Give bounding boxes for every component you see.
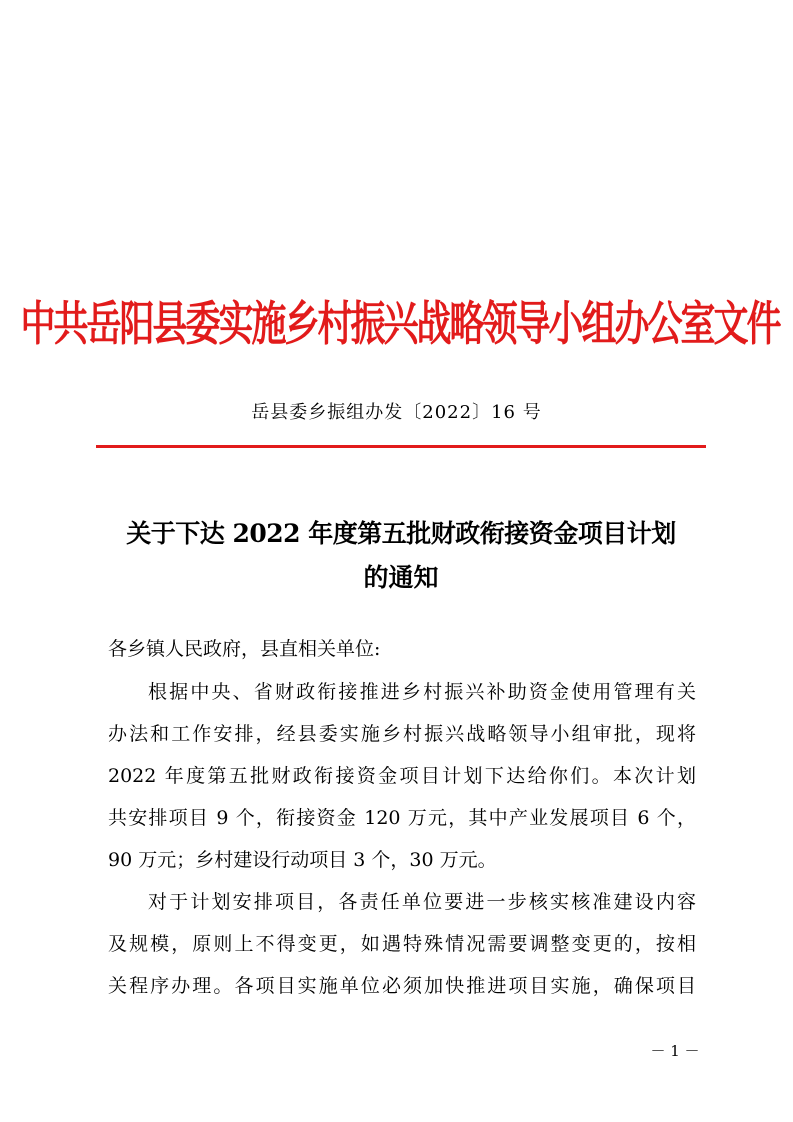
salutation: 各乡镇人民政府，县直相关单位: [108, 638, 381, 660]
document-number: 岳县委乡振组办发〔2022〕16 号 [251, 402, 542, 423]
page-number: － 1 － [650, 1042, 700, 1060]
paragraph-1-line-3: 2022 年度第五批财政衔接资金项目计划下达给你们。本次计划 [108, 765, 696, 787]
paragraph-1-line-1: 根据中央、省财政衔接推进乡村振兴补助资金使用管理有关 [148, 681, 696, 703]
red-divider-line [96, 445, 706, 448]
paragraph-2-line-2: 及规模，原则上不得变更，如遇特殊情况需要调整变更的，按相 [108, 933, 696, 955]
notice-title-line-2: 的通知 [363, 563, 439, 592]
paragraph-1-line-5: 90 万元；乡村建设行动项目 3 个，30 万元。 [108, 849, 497, 871]
paragraph-2-line-3: 关程序办理。各项目实施单位必须加快推进项目实施，确保项目 [108, 975, 696, 997]
paragraph-1-line-4: 共安排项目 9 个，衔接资金 120 万元，其中产业发展项目 6 个， [108, 807, 696, 829]
paragraph-1-line-2: 办法和工作安排，经县委实施乡村振兴战略领导小组审批，现将 [108, 723, 696, 745]
notice-title-line-1: 关于下达 2022 年度第五批财政衔接资金项目计划 [126, 519, 676, 548]
issuing-authority-header: 中共岳阳县委实施乡村振兴战略领导小组办公室文件 [20, 296, 780, 353]
paragraph-2-line-1: 对于计划安排项目，各责任单位要进一步核实核准建设内容 [148, 891, 696, 913]
